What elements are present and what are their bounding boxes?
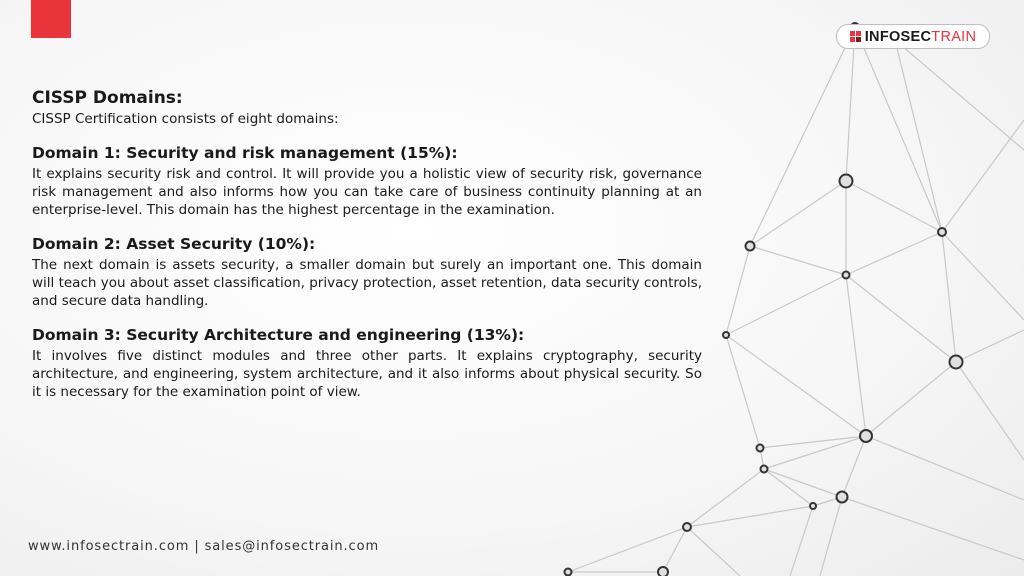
- infosectrain-logo: [836, 24, 990, 49]
- domain-description: It involves five distinct modules and three other parts. It explains cryptography, security architecture, and engineering, system architecture, and it also informs about physical security. So it is necessary for the examination point of view.: [32, 348, 702, 400]
- domain-section-1: [32, 144, 702, 219]
- domain-heading: Domain 2: Asset Security (10%):: [32, 235, 316, 253]
- domain-description: The next domain is assets security, a smaller domain but surely an important one. This domain will teach you about asset classification, privacy protection, asset retention, data security controls, and secure data handling.: [32, 257, 702, 309]
- domain-heading: Domain 1: Security and risk management (15%):: [32, 144, 458, 162]
- slide-content: [32, 88, 702, 401]
- domain-section-3: [32, 326, 702, 401]
- logo-mark-icon: [850, 31, 861, 42]
- domain-section-2: [32, 235, 702, 310]
- logo-text: INFOSECTRAIN: [864, 28, 977, 45]
- page-subtitle: CISSP Certification consists of eight domains:: [32, 111, 339, 127]
- domain-heading: Domain 3: Security Architecture and engineering (13%):: [32, 326, 525, 344]
- domain-description: It explains security risk and control. It will provide you a holistic view of security risk, governance risk management and also informs how you can take care of business continuity planning at an enterprise-level. This domain has the highest percentage in the examination.: [32, 166, 702, 218]
- footer-contact: www.infosectrain.com | sales@infosectrain.com: [28, 539, 380, 554]
- page-title: CISSP Domains:: [32, 88, 183, 108]
